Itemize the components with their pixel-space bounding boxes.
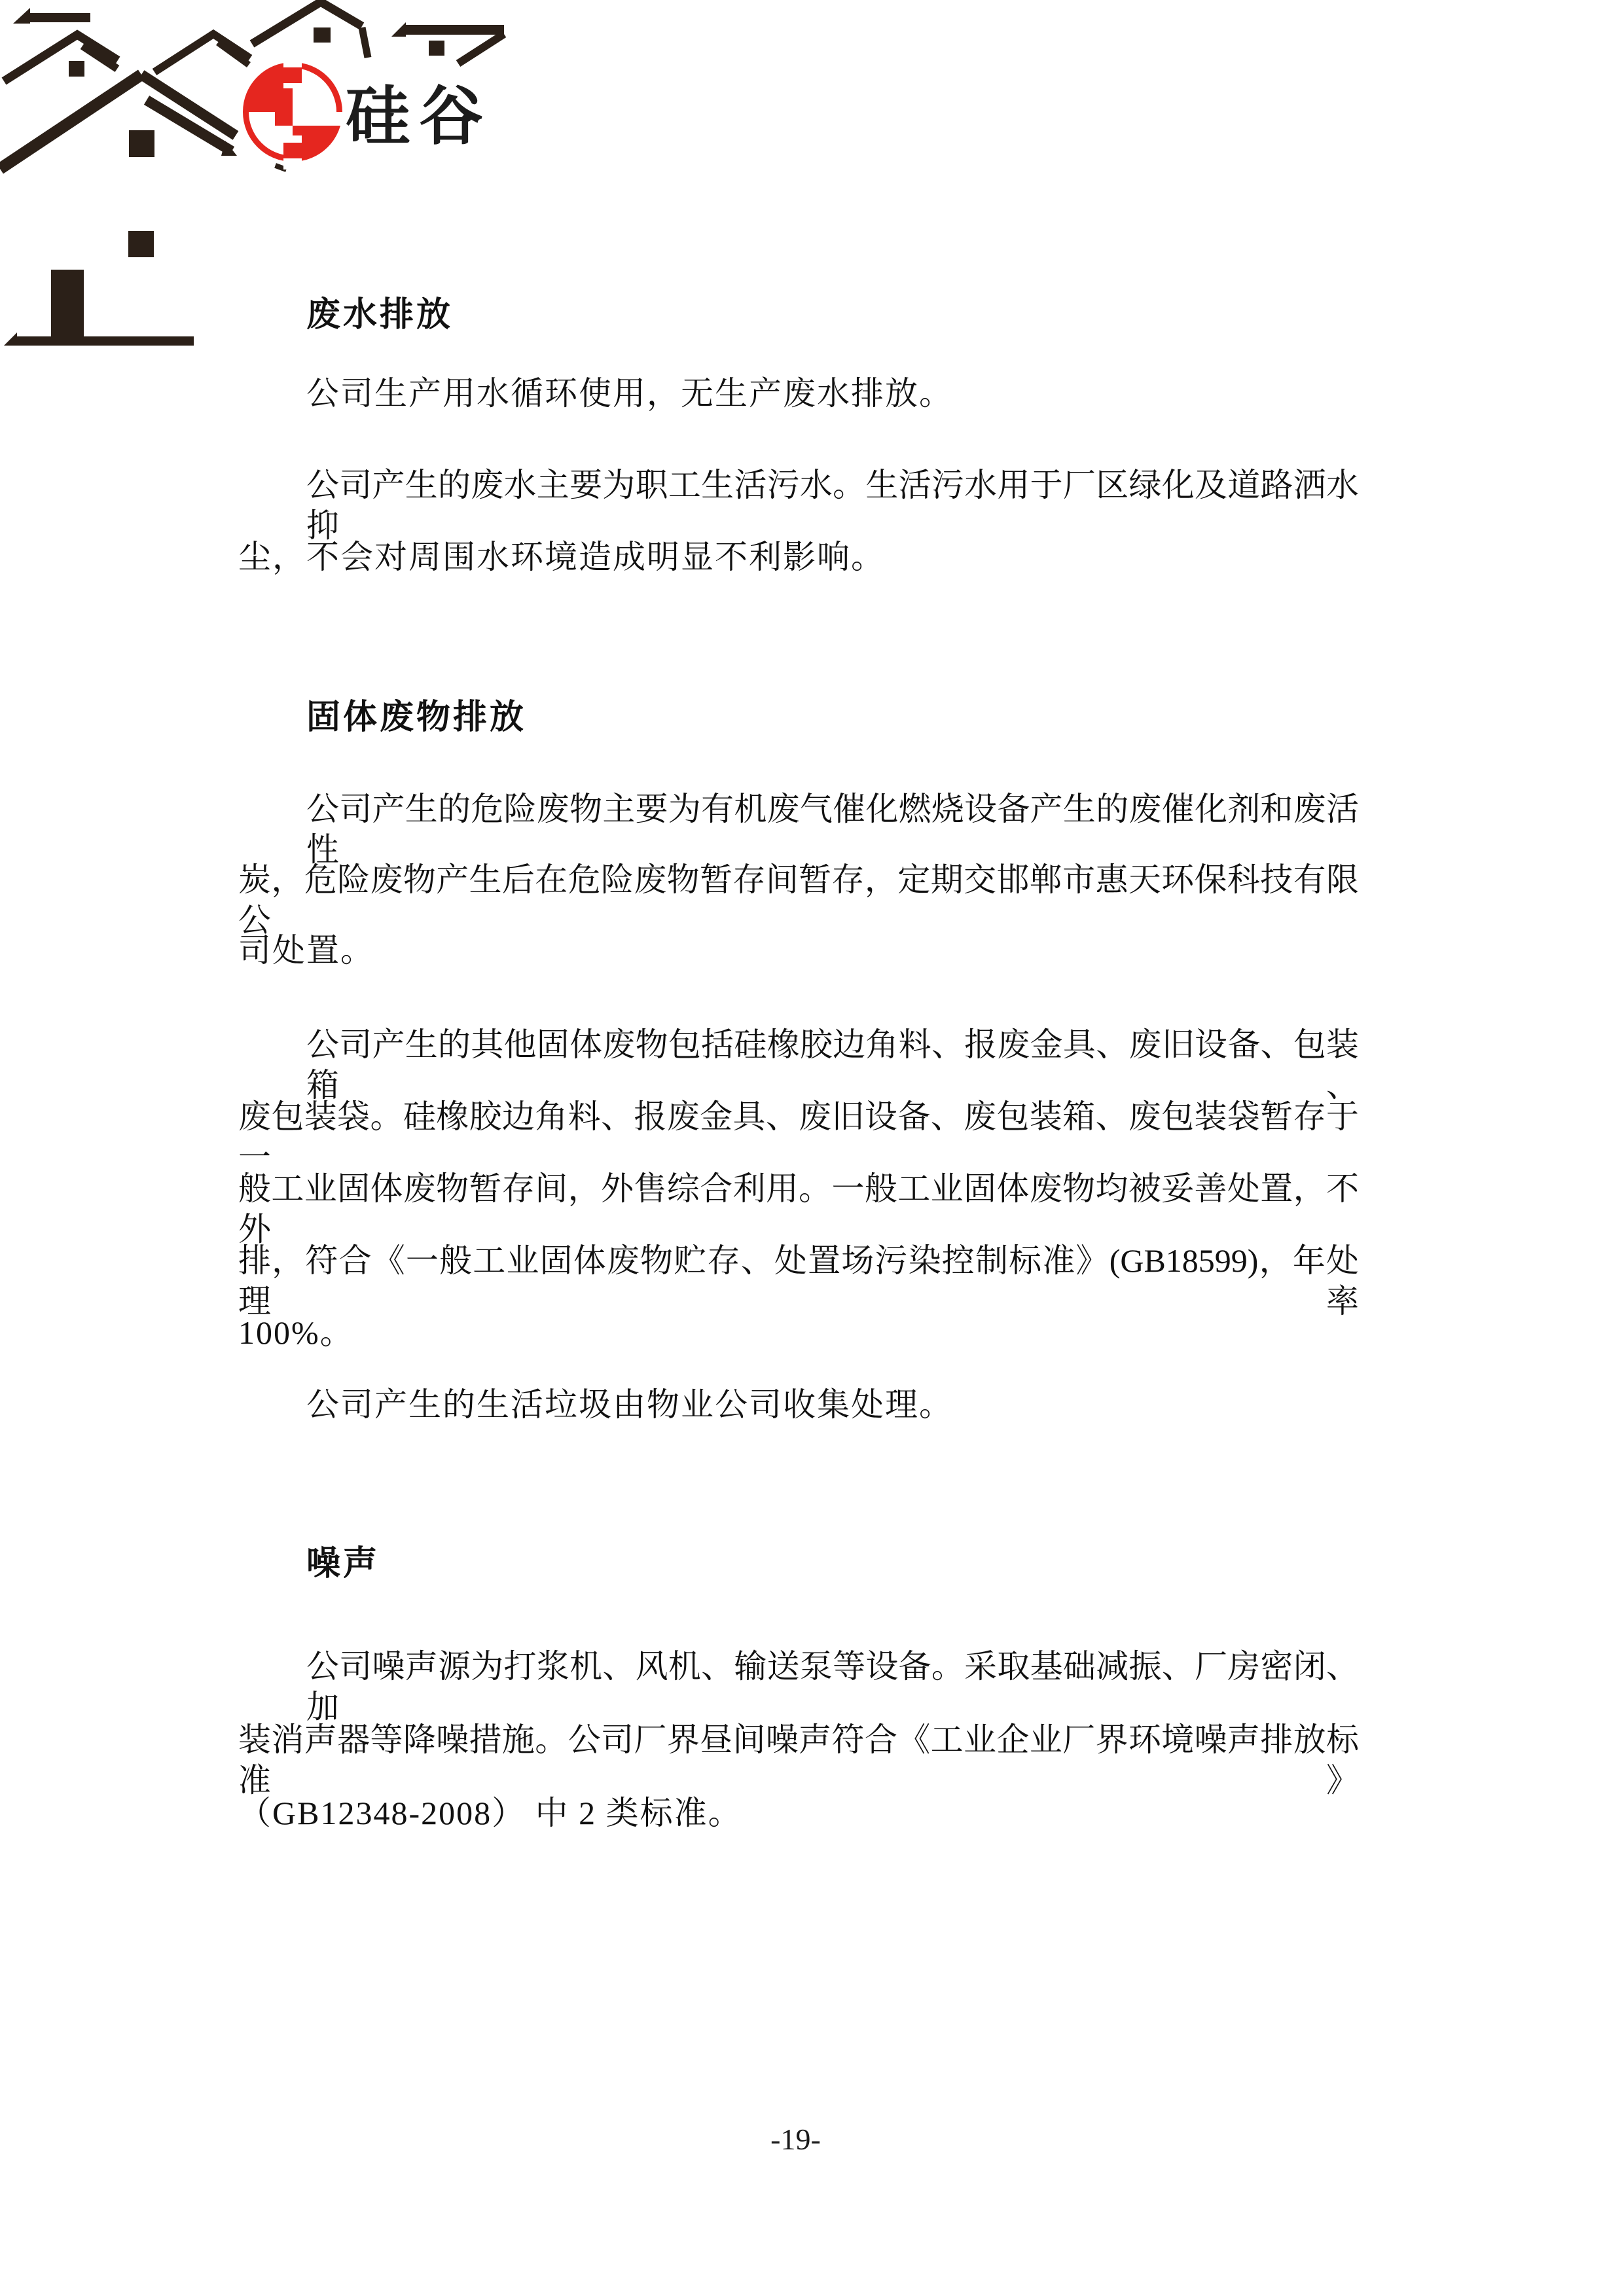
s-emblem-icon [243, 56, 349, 170]
paragraph-line: 般工业固体废物暂存间，外售综合利用。一般工业固体废物均被妥善处置，不外 [238, 1170, 1359, 1247]
paragraph-line: 100%。 [238, 1314, 354, 1351]
paragraph-line: 装消声器等降噪措施。公司厂界昼间噪声符合《工业企业厂界环境噪声排放标准》 [238, 1721, 1359, 1799]
section-heading-wastewater: 废水排放 [306, 296, 454, 334]
paragraph-line: 炭，危险废物产生后在危险废物暂存间暂存，定期交邯郸市惠天环保科技有限公 [238, 861, 1359, 939]
paragraph-line: 公司产生的生活垃圾由物业公司收集处理。 [306, 1386, 953, 1423]
paragraph-line: 排，符合《一般工业固体废物贮存、处置场污染控制标准》(GB18599)，年处理率 [238, 1242, 1359, 1319]
section-heading-solid-waste: 固体废物排放 [306, 698, 527, 736]
logo [0, 0, 589, 367]
paragraph-line: （GB12348-2008） 中 2 类标准。 [238, 1795, 742, 1831]
paragraph-line: 公司产生的废水主要为职工生活污水。生活污水用于厂区绿化及道路洒水抑 [306, 467, 1359, 544]
paragraph-line: 公司产生的危险废物主要为有机废气催化燃烧设备产生的废催化剂和废活性 [306, 791, 1359, 868]
page-number: -19- [770, 2123, 821, 2156]
section-heading-noise: 噪声 [306, 1545, 380, 1583]
paragraph-line: 尘，不会对周围水环境造成明显不利影响。 [238, 539, 885, 575]
paragraph-line: 司处置。 [238, 932, 374, 969]
paragraph-line: 公司噪声源为打浆机、风机、输送泵等设备。采取基础减振、厂房密闭、加 [306, 1648, 1359, 1725]
brand-text: 硅谷 [346, 80, 493, 152]
paragraph-line: 公司产生的其他固体废物包括硅橡胶边角料、报废金具、废旧设备、包装箱、 [306, 1026, 1359, 1103]
paragraph-line: 废包装袋。硅橡胶边角料、报废金具、废旧设备、废包装箱、废包装袋暂存于一 [238, 1098, 1359, 1175]
paragraph-line: 公司生产用水循环使用，无生产废水排放。 [306, 375, 953, 412]
